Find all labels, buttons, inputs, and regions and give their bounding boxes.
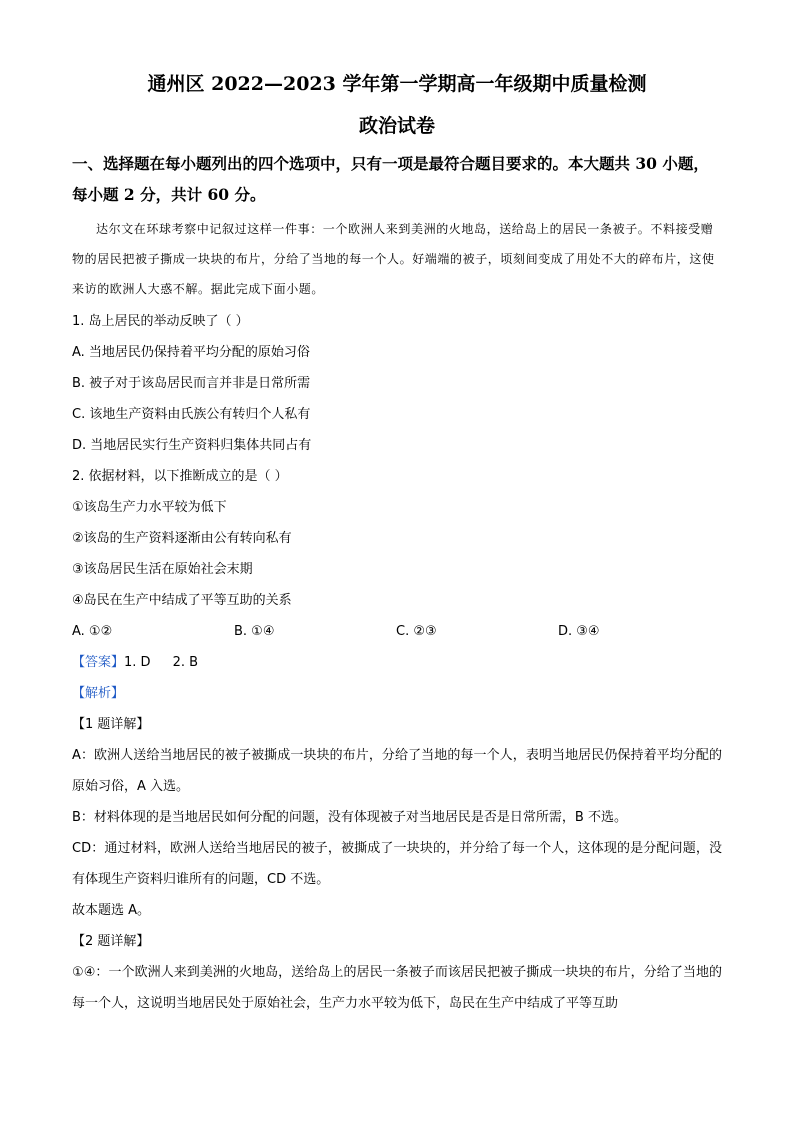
detail-2-paragraph: ①④：一个欧洲人来到美洲的火地岛，送给岛上的居民一条被子而该居民把被子撕成一块块的布片，分给了当地的每一个人，这说明当地居民处于原始社会，生产力水平较为低下，岛民在生产中结成了平等互助: [72, 965, 722, 1011]
question-1: [72, 306, 722, 461]
material-passage: 达尔文在环球考察中记叙过这样一件事：一个欧洲人来到美洲的火地岛，送给岛上的居民一条被子。不料接受赠物的居民把被子撕成一块块的布片，分给了当地的每一个人。好端端的被子，顷刻间变成了用处不大的碎布片，这使来访的欧洲人大惑不解。据此完成下面小题。: [72, 222, 715, 296]
detail-2-heading: 【2 题详解】: [72, 934, 150, 949]
detail-1-paragraph-b: B：材料体现的是当地居民如何分配的问题，没有体现被子对当地居民是否是日常所需，B 不选。: [72, 810, 627, 825]
answer-item-1: 1. D: [124, 655, 151, 670]
question-1-option-a: A. 当地居民仍保持着平均分配的原始习俗: [72, 345, 310, 360]
document-page: [72, 70, 722, 1019]
question-2-options: [72, 616, 722, 647]
question-1-stem: 1. 岛上居民的举动反映了（ ）: [72, 314, 249, 329]
question-2-option-c: C. ②③: [396, 624, 437, 639]
question-2: [72, 461, 722, 647]
answer-line: [72, 647, 722, 678]
question-2-option-b: B. ①④: [234, 624, 275, 639]
detail-1-conclusion: 故本题选 A。: [72, 903, 151, 918]
answer-tag: 【答案】: [72, 655, 125, 670]
section-heading: 一、选择题在每小题列出的四个选项中，只有一项是最符合题目要求的。本大题共 30 小题，每小题 2 分，共计 60 分。: [72, 154, 709, 204]
question-2-statement-2: ②该岛的生产资料逐渐由公有转向私有: [72, 531, 292, 546]
document-title: 通州区 2022—2023 学年第一学期高一年级期中质量检测: [147, 73, 647, 95]
detail-1: [72, 709, 722, 926]
question-2-statement-4: ④岛民在生产中结成了平等互助的关系: [72, 593, 292, 608]
question-1-option-c: C. 该地生产资料由氏族公有转归个人私有: [72, 407, 311, 422]
detail-2: [72, 926, 722, 1019]
document-subtitle: 政治试卷: [358, 115, 435, 137]
answer-item-2: 2. B: [172, 655, 199, 670]
question-1-option-b: B. 被子对于该岛居民而言并非是日常所需: [72, 376, 311, 391]
question-2-statement-1: ①该岛生产力水平较为低下: [72, 500, 227, 515]
question-1-option-d: D. 当地居民实行生产资料归集体共同占有: [72, 438, 312, 453]
detail-1-heading: 【1 题详解】: [72, 717, 150, 732]
detail-1-paragraph-a: A：欧洲人送给当地居民的被子被撕成一块块的布片，分给了当地的每一个人，表明当地居民仍保持着平均分配的原始习俗，A 入选。: [72, 748, 722, 794]
detail-1-paragraph-cd: CD：通过材料，欧洲人送给当地居民的被子，被撕成了一块块的，并分给了每一个人，这体现的是分配问题，没有体现生产资料归谁所有的问题，CD 不选。: [72, 841, 722, 887]
question-2-stem: 2. 依据材料，以下推断成立的是（ ）: [72, 469, 288, 484]
question-2-option-a: A. ①②: [72, 624, 113, 639]
question-2-option-d: D. ③④: [558, 624, 600, 639]
question-2-statement-3: ③该岛居民生活在原始社会末期: [72, 562, 253, 577]
analysis-tag: 【解析】: [72, 686, 125, 701]
